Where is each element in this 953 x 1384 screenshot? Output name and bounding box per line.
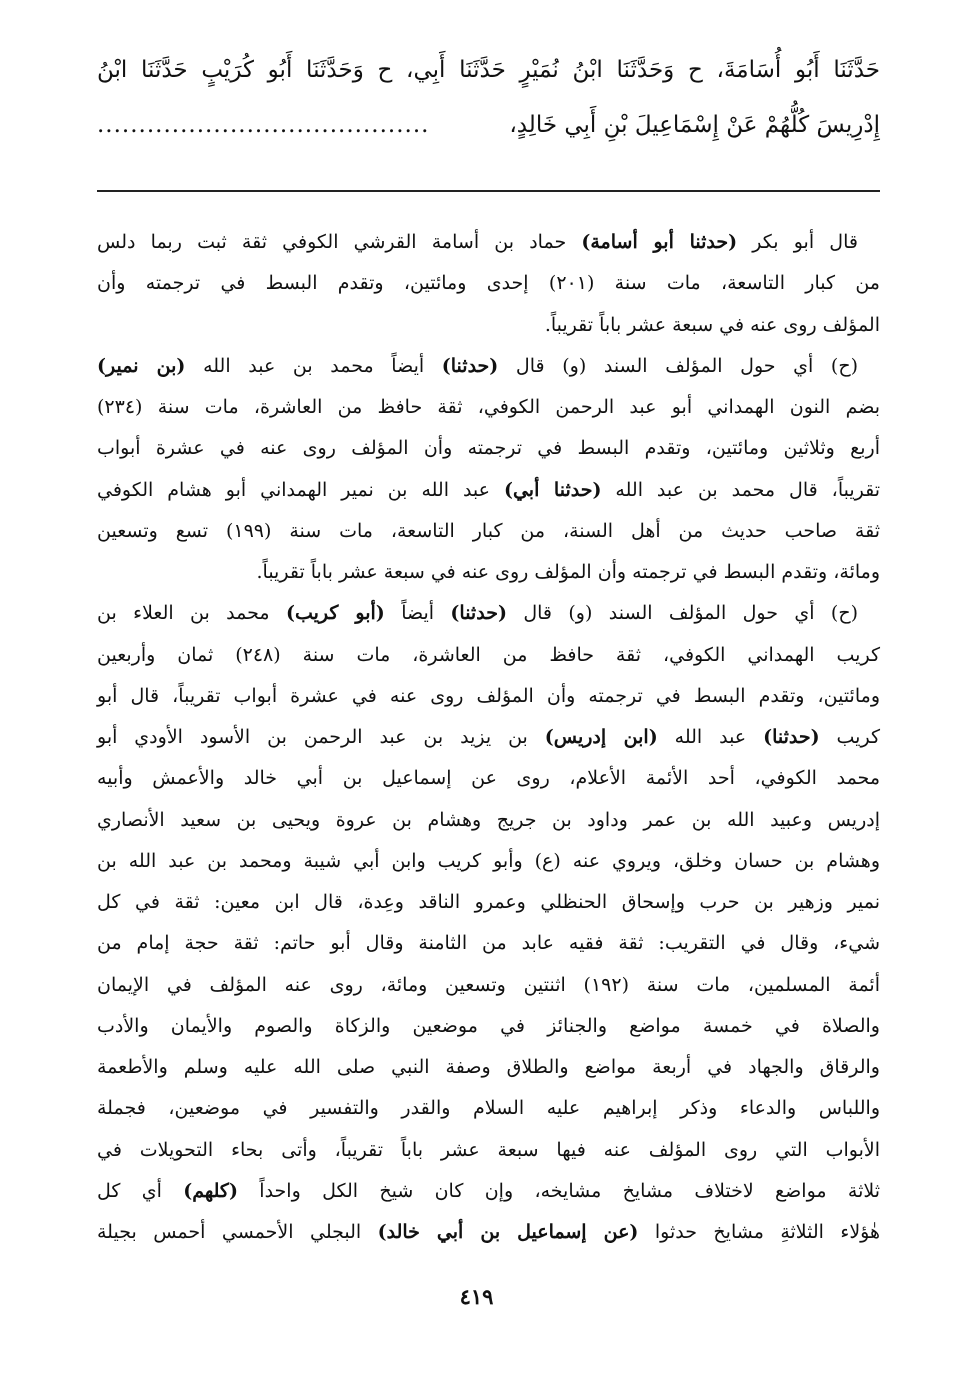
commentary-line [97,841,880,882]
commentary-line [97,635,880,676]
page-number: ٤١٩ [459,1284,494,1309]
commentary-line [97,758,880,799]
commentary-line [97,346,880,387]
commentary-text: إدريس وعبيد الله بن عمر وداود بن جريج وهشام بن عروة ويحيى بن سعيد الأنصاري [97,808,880,831]
bold-quoted-text: (بن نمير) [97,354,186,377]
commentary-text: محمد بن العلاء بن [97,602,286,625]
commentary-line [97,717,880,758]
commentary-line [97,1047,880,1088]
commentary-line [97,1130,880,1171]
commentary-text: شيء، وقال في التقريب: ثقة فقيه عابد من الثامنة وقال أبو حاتم: ثقة حجة إمام من [97,932,880,955]
commentary-line [97,882,880,923]
bold-quoted-text: (حدثنا أبو أسامة) [581,231,738,253]
commentary-text: والرقاق والجهاد في أربعة مواضع والطلاق وصفة النبي صلى الله عليه وسلم والأطعمة [97,1056,880,1078]
commentary-text: (ح) أي حول المؤلف السند (و) قال [498,354,859,377]
bold-quoted-text: (حدثنا) [441,354,499,377]
commentary-line [97,965,880,1006]
dotted-leader: ........................................ [97,112,430,138]
commentary-line [97,1088,880,1129]
commentary-text: كريب [819,726,880,748]
commentary-line [97,593,880,634]
commentary-line [97,387,880,428]
commentary-text: وهشام بن حسان وخلق، ويروي عنه (ع) وأبو كريب وابن أبي شيبة ومحمد بن عبد الله بن [97,849,880,872]
commentary-text: حماد بن أسامة القرشي الكوفي ثقة ثبت ربما دلس [97,231,582,253]
commentary-text: بن يزيد بن عبد الرحمن بن الأسود الأودي أبو [97,726,545,748]
commentary-text: قال أبو بكر [737,231,858,253]
commentary-line [97,263,880,304]
commentary-text: محمد الكوفي، أحد الأئمة الأعلام، روى عن إسماعيل بن أبي خالد والأعمش وأبيه [97,767,880,790]
commentary-text: المؤلف روى عنه في سبعة عشر باباً تقريباً. [544,313,880,336]
commentary-line [97,1006,880,1047]
commentary-text: والصلاة في خمسة مواضع والجنائز في موضعين والزكاة والصوم والأيمان والأدب [97,1014,880,1037]
commentary-line [97,552,880,593]
commentary-text: ثلاثة مواضع لاختلاف مشايخ مشايخه، وإن كان شيخ الكل واحداً [237,1179,880,1202]
commentary-text: أيضاً [384,602,451,625]
hadith-text-line-1: حَدَّثَنَا أَبُو أُسَامَةَ، ح وَحَدَّثَنَا ابْنُ نُمَيْرٍ حَدَّثَنَا أَبِي، ح وَحَدَّثَنَا أَبُو كُرَيْبٍ حَدَّثَنَا ابْنُ [97,57,880,83]
commentary-line [97,222,880,263]
commentary-text: أي كل [97,1179,184,1202]
bold-quoted-text: (عن إسماعيل بن أبي خالد) [377,1221,639,1243]
bold-quoted-text: (ابن إدريس) [544,726,658,748]
commentary-line [97,470,880,511]
bold-quoted-text: (حدثنا) [763,726,820,748]
footnote-separator-rule [97,190,880,192]
commentary-line [97,676,880,717]
commentary-text: عبد الله [657,726,764,748]
commentary-text: ومائتين، وتقدم البسط في ترجمته وأن المؤلف روى عنه في عشرة أبواب تقريباً، قال أبو [97,684,880,707]
hadith-text-line-2 [97,105,880,145]
commentary-text: (ح) أي حول المؤلف السند (و) قال [506,602,859,625]
bold-quoted-text: (حدثنا أبي) [503,478,602,501]
commentary-text: نمير وزهير بن حرب وإسحاق الحنظلي وعمرو الناقد وعِدة، قال ابن معين: ثقة في كل [97,891,880,913]
commentary-text: كريب الهمداني الكوفي، ثقة حافظ من العاشرة، مات سنة (٢٤٨) ثمان وأربعين [97,643,880,666]
commentary-text: تقريباً، قال محمد بن عبد الله [601,478,881,501]
bold-quoted-text: (أبو كريب) [285,602,385,625]
commentary-text: البجلي الأحمسي أحمس بجيلة [97,1221,378,1243]
commentary-text: أربع وثلاثين ومائتين، وتقدم البسط في ترجمته وأن المؤلف روى عنه في عشرة أبواب [97,437,880,460]
bold-quoted-text: (حدثنا) [450,602,507,625]
commentary-text: أئمة المسلمين، مات سنة (١٩٢) اثنتين وتسعين ومائة، روى عنه المؤلف في الإيمان [97,973,880,996]
bold-quoted-text: (كلهم) [183,1179,238,1202]
commentary-text: أيضاً محمد بن عبد الله [185,354,442,377]
commentary-text: عبد الله بن نمير الهمداني أبو هشام الكوفي [97,478,504,501]
commentary-text: الأبواب التي روى المؤلف عنه فيها سبعة عشر باباً تقريباً، وأتى بحاء التحويلات في [97,1138,880,1161]
commentary-line [97,1212,880,1253]
hadith-line-2-text: إِدْرِيسَ كُلُّهُمْ عَنْ إِسْمَاعِيلَ بْنِ أَبِي خَالِدٍ، [509,112,880,138]
commentary-line [97,511,880,552]
commentary-line [97,923,880,964]
commentary-text: ثقة صاحب حديث من أهل السنة، من كبار التاسعة، مات سنة (١٩٩) تسع وتسعين [97,519,881,542]
commentary-line [97,800,880,841]
commentary-text: واللباس والدعاء وذكر إبراهيم عليه السلام والقدر والتفسير في موضعين، فجملة [97,1097,880,1120]
commentary-line [97,305,880,346]
commentary-text: من كبار التاسعة، مات سنة (٢٠١) إحدى ومائتين، وتقدم البسط في ترجمته وأن [97,272,880,295]
commentary-line [97,428,880,469]
commentary-text: بضم النون الهمداني أبو عبد الرحمن الكوفي، ثقة حافظ من العاشرة، مات سنة (٢٣٤) [97,396,880,418]
commentary-text: هٰؤلاء الثلاثةِ مشايخ حدثوا [638,1221,880,1243]
commentary-text: ومائة، وتقدم البسط في ترجمته وأن المؤلف روى عنه في سبعة عشر باباً تقريباً. [256,561,880,583]
commentary-line [97,1171,880,1212]
